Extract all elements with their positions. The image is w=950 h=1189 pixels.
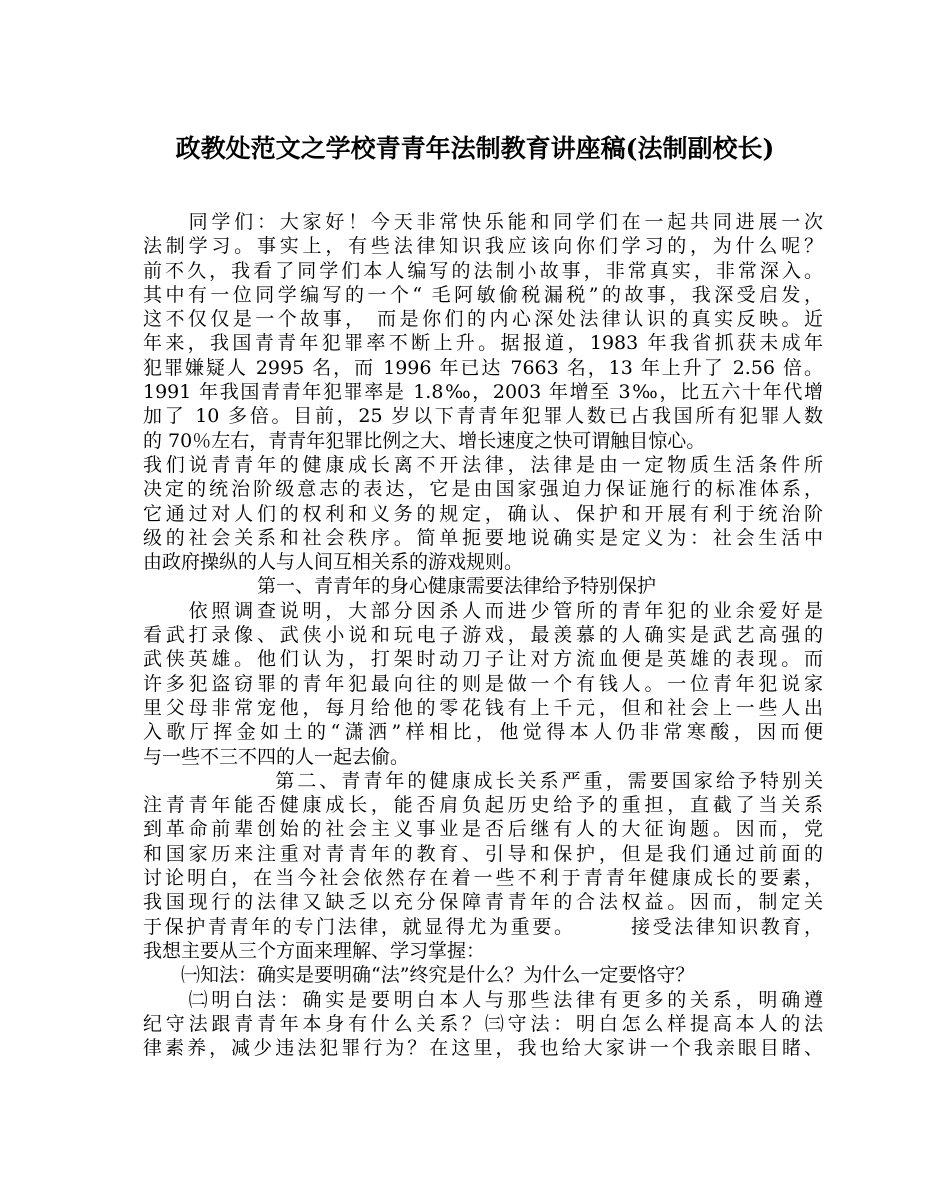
body-line: 注青青年能否健康成长，能否肩负起历史给予的重担，直截了当关系 [143,794,823,817]
body-line: 纪守法跟青青年本身有什么关系？㈢守法：明白怎么样提高本人的法 [143,1012,823,1035]
body-line: 看武打录像、武侠小说和玩电子游戏，最羡慕的人确实是武艺高强的 [143,624,823,647]
body-line: 讨论明白，在当今社会依然存在着一些不利于青青年健康成长的要素， [143,867,823,890]
body-line: 1991 年我国青青年犯罪率是 1.8‰，2003 年增至 3‰，比五六十年代增 [143,381,823,404]
body-line: ㈠知法：确实是要明确“法”终究是什么？为什么一定要恪守？ [143,964,695,987]
body-line: 级的社会关系和社会秩序。简单扼要地说确实是定义为：社会生活中 [143,526,823,549]
body-line: 这不仅仅是一个故事， 而是你们的内心深处法律认识的真实反映。近 [143,308,823,331]
body-line: 前不久，我看了同学们本人编写的法制小故事，非常真实，非常深入。 [143,259,823,282]
body-line: 武侠英雄。他们认为，打架时动刀子让对方流血便是英雄的表现。而 [143,648,823,671]
body-line: 第二、青青年的健康成长关系严重，需要国家给予特别关 [143,769,823,792]
body-line: 同学们：大家好！今天非常快乐能和同学们在一起共同进展一次 [143,211,823,233]
body-line: 犯罪嫌疑人 2995 名，而 1996 年已达 7663 名，13 年上升了 2.56 倍。 [143,356,823,379]
body-line: 入歌厅挥金如土的“潇洒”样相比，他觉得本人仍非常寒酸，因而便 [143,721,823,744]
body-line: 我想主要从三个方面来理解、学习掌握： [143,939,486,962]
document-title: 政教处范文之学校青青年法制教育讲座稿(法制副校长) [175,134,775,163]
body-line: 到革命前辈创始的社会主义事业是否后继有人的大征询题。因而，党 [143,818,823,841]
body-line: 我们说青青年的健康成长离不开法律，法律是由一定物质生活条件所 [143,453,823,476]
body-line: 与一些不三不四的人一起去偷。 [143,745,410,768]
body-line: 它通过对人们的权利和义务的规定，确认、保护和开展有利于统治阶 [143,502,823,525]
body-line: 律素养，减少违法犯罪行为？在这里，我也给大家讲一个我亲眼目睹、 [143,1037,823,1060]
body-line: 加了 10 多倍。目前，25 岁以下青青年犯罪人数已占我国所有犯罪人数 [143,405,823,428]
body-line: ㈡明白法：确实是要明白本人与那些法律有更多的关系，明确遵 [143,988,823,1011]
body-line: 第一、青青年的身心健康需要法律给予特别保护 [143,575,657,598]
document-body [143,210,823,1060]
body-line: 许多犯盗窃罪的青年犯最向往的则是做一个有钱人。一位青年犯说家 [143,672,823,695]
body-line: 我国现行的法律又缺乏以充分保障青青年的合法权益。因而，制定关 [143,891,823,914]
body-line: 的 70％左右，青青年犯罪比例之大、增长速度之快可谓触目惊心。 [143,429,706,452]
body-line: 法制学习。事实上，有些法律知识我应该向你们学习的，为什么呢？ [143,235,823,258]
body-line: 其中有一位同学编写的一个“ 毛阿敏偷税漏税”的故事，我深受启发， [143,283,823,306]
body-line: 于保护青青年的专门法律，就显得尤为重要。 接受法律知识教育， [143,915,823,938]
body-line: 年来，我国青青年犯罪率不断上升。据报道，1983 年我省抓获未成年 [143,332,823,355]
body-line: 决定的统治阶级意志的表达，它是由国家强迫力保证施行的标准体系， [143,478,823,501]
body-line: 里父母非常宠他，每月给他的零花钱有上千元，但和社会上一些人出 [143,696,823,719]
body-line: 和国家历来注重对青青年的教育、引导和保护，但是我们通过前面的 [143,842,823,865]
body-line: 依照调查说明，大部分因杀人而进少管所的青年犯的业余爱好是 [143,599,823,622]
body-line: 由政府操纵的人与人间互相关系的游戏规则。 [143,551,524,574]
